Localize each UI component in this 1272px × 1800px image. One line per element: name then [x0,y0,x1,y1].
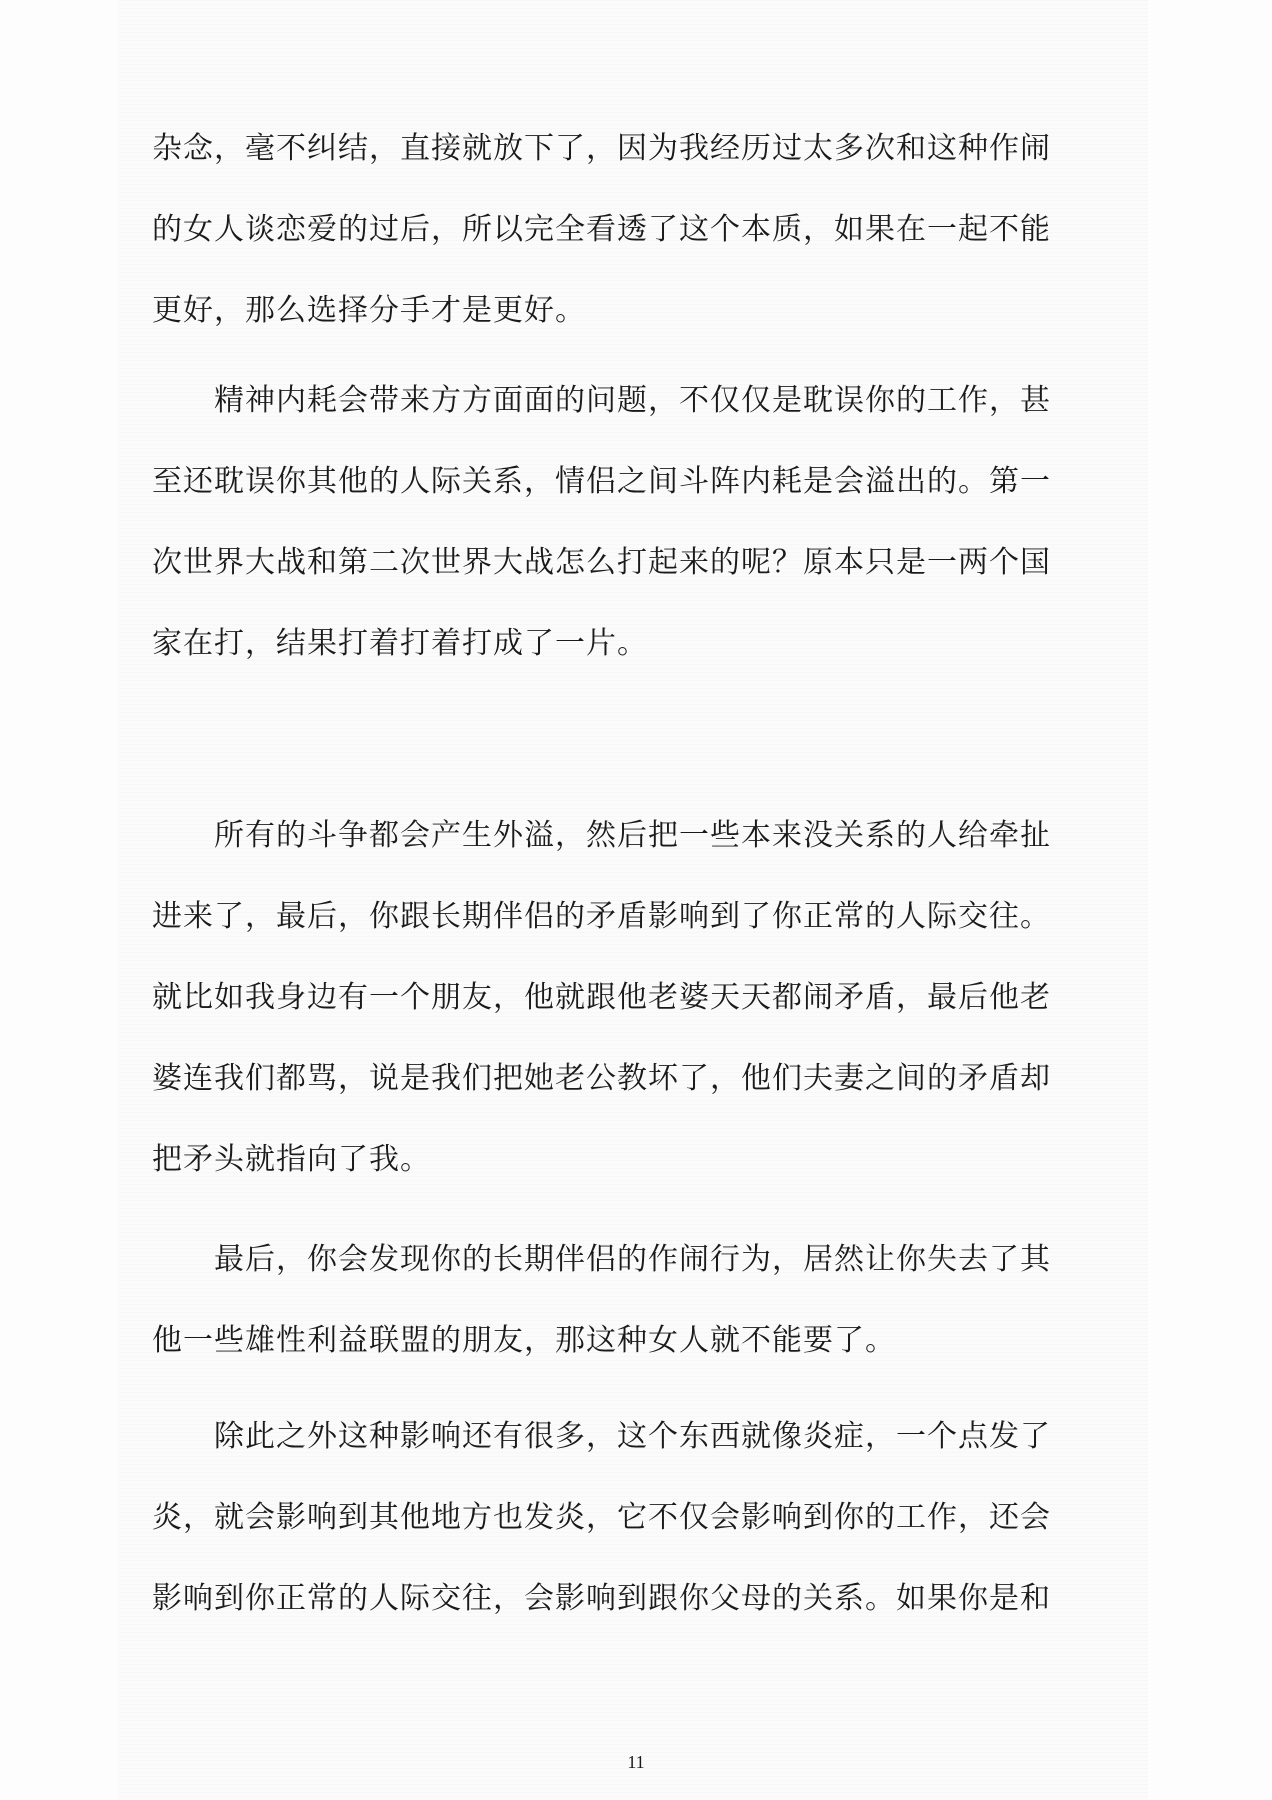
page-number: 11 [627,1752,645,1772]
paragraph-line: 婆连我们都骂，说是我们把她老公教坏了，他们夫妻之间的矛盾却 [152,1061,1051,1096]
paragraph-line: 所有的斗争都会产生外溢，然后把一些本来没关系的人给牵扯 [214,818,1051,853]
paragraph-3 [152,795,1152,1200]
paragraph-2 [152,360,1152,684]
paragraph-4 [152,1219,1152,1381]
paragraph-line: 他一些雄性利益联盟的朋友，那这种女人就不能要了。 [152,1323,896,1358]
paragraph-line: 家在打，结果打着打着打成了一片。 [152,626,648,661]
paragraph-line: 把矛头就指向了我。 [152,1142,431,1177]
paragraph-line: 除此之外这种影响还有很多，这个东西就像炎症，一个点发了 [214,1419,1051,1454]
paragraph-line: 炎，就会影响到其他地方也发炎，它不仅会影响到你的工作，还会 [152,1500,1051,1535]
paragraph-line: 就比如我身边有一个朋友，他就跟他老婆天天都闹矛盾，最后他老 [152,980,1051,1015]
paragraph-line: 精神内耗会带来方方面面的问题，不仅仅是耽误你的工作，甚 [214,383,1051,418]
paragraph-line: 杂念，毫不纠结，直接就放下了，因为我经历过太多次和这种作闹 [152,131,1051,166]
paragraph-line: 次世界大战和第二次世界大战怎么打起来的呢？原本只是一两个国 [152,545,1051,580]
paragraph-line: 至还耽误你其他的人际关系，情侣之间斗阵内耗是会溢出的。第一 [152,464,1051,499]
paragraph-line: 进来了，最后，你跟长期伴侣的矛盾影响到了你正常的人际交往。 [152,899,1051,934]
paragraph-line: 影响到你正常的人际交往，会影响到跟你父母的关系。如果你是和 [152,1581,1051,1616]
paragraph-line: 最后，你会发现你的长期伴侣的作闹行为，居然让你失去了其 [214,1242,1051,1277]
paragraph-line: 的女人谈恋爱的过后，所以完全看透了这个本质，如果在一起不能 [152,212,1051,247]
paragraph-5 [152,1396,1152,1639]
paragraph-1 [152,108,1152,351]
paragraph-line: 更好，那么选择分手才是更好。 [152,293,586,328]
